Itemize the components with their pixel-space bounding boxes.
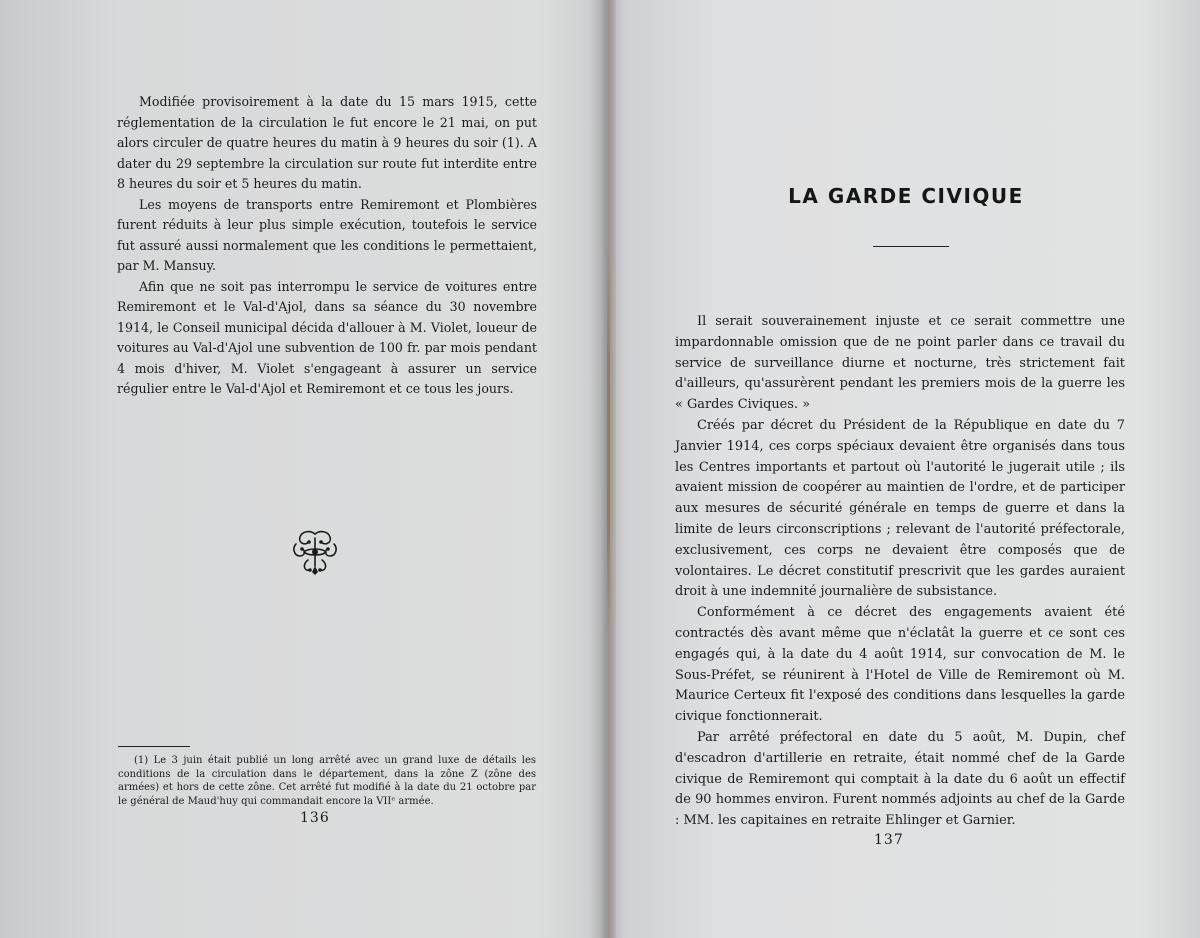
- right-page-body: [675, 312, 1125, 832]
- right-page: [612, 0, 1200, 938]
- footnote: (1) Le 3 juin était publié un long arrêté avec un grand luxe de détails les conditions de la circulation dans le département, dans la zône Z (zône des armées) et hors de cette zône. Cet arrêté fut modifié à la date du 21 octobre par le général de Maud'huy qui commandait encore la VIIᵉ armée.: [118, 755, 536, 807]
- left-page-number: 136: [300, 810, 330, 826]
- right-paragraph-2: Créés par décret du Président de la République en date du 7 Janvier 1914, ces corps spéciaux devaient être organisés dans tous les Centres importants et partout où l'autorité le jugerait utile ; ils avaient mission de coopérer au maintien de l'ordre, et de participer aux mesures de sécurité générale en temps de guerre et dans la limite de leurs circonscriptions ; relevant de l'autorité préfectorale, exclusivement, ces corps ne devaient être composés que de volontaires. Le décret constitutif prescrivit que les gardes auraient droit à une indemnité journalière de subsistance.: [675, 417, 1125, 600]
- left-paragraph-3: Afin que ne soit pas interrompu le service de voitures entre Remiremont et le Val-d'Ajol, dans sa séance du 30 novembre 1914, le Conseil municipal décida d'allouer à M. Violet, loueur de voitures au Val-d'Ajol une subvention de 100 fr. par mois pendant 4 mois d'hiver, M. Violet s'engageant à assurer un service régulier entre le Val-d'Ajol et Remiremont et ce tous les jours.: [117, 278, 537, 396]
- right-paragraph-1: Il serait souverainement injuste et ce serait commettre une impardonnable omission que de ne point parler dans ce travail du service de surveillance diurne et nocturne, très strictement fait d'ailleurs, qu'assurèrent pendant les premiers mois de la guerre les « Gardes Civiques. »: [675, 314, 1125, 413]
- spine-crease: [607, 250, 610, 630]
- left-page-body: [117, 92, 537, 400]
- right-page-number: 137: [874, 832, 904, 848]
- chapter-title: LA GARDE CIVIQUE: [788, 184, 1024, 208]
- title-rule: [873, 246, 949, 247]
- left-paragraph-1: Modifiée provisoirement à la date du 15 mars 1915, cette réglementation de la circulation le fut encore le 21 mai, on put alors circuler de quatre heures du matin à 9 heures du soir (1). A dater du 29 septembre la circulation sur route fut interdite entre 8 heures du soir et 5 heures du matin.: [117, 94, 537, 191]
- right-paragraph-3: Conformément à ce décret des engagements avaient été contractés dès avant même que n'éclatât la guerre et ce sont ces engagés qui, à la date du 4 août 1914, sur convocation de M. le Sous-Préfet, se réunirent à l'Hotel de Ville de Remiremont où M. Maurice Certeux fit l'exposé des conditions dans lesquelles la garde civique fonctionnerait.: [675, 605, 1125, 725]
- footnote-rule: [118, 746, 190, 747]
- left-paragraph-2: Les moyens de transports entre Remiremont et Plombières furent réduits à leur plus simple exécution, toutefois le service fut assuré aussi normalement que les conditions le permettaient, par M. Mansuy.: [117, 196, 537, 273]
- fleuron-ornament-icon: [290, 528, 340, 576]
- right-paragraph-4: Par arrêté préfectoral en date du 5 août, M. Dupin, chef d'escadron d'artillerie en retraite, était nommé chef de la Garde civique de Remiremont qui comptait à la date du 6 août un effectif de 90 hommes environ. Furent nommés adjoints au chef de la Garde : MM. les capitaines en retraite Ehlinger et Garnier.: [675, 729, 1125, 829]
